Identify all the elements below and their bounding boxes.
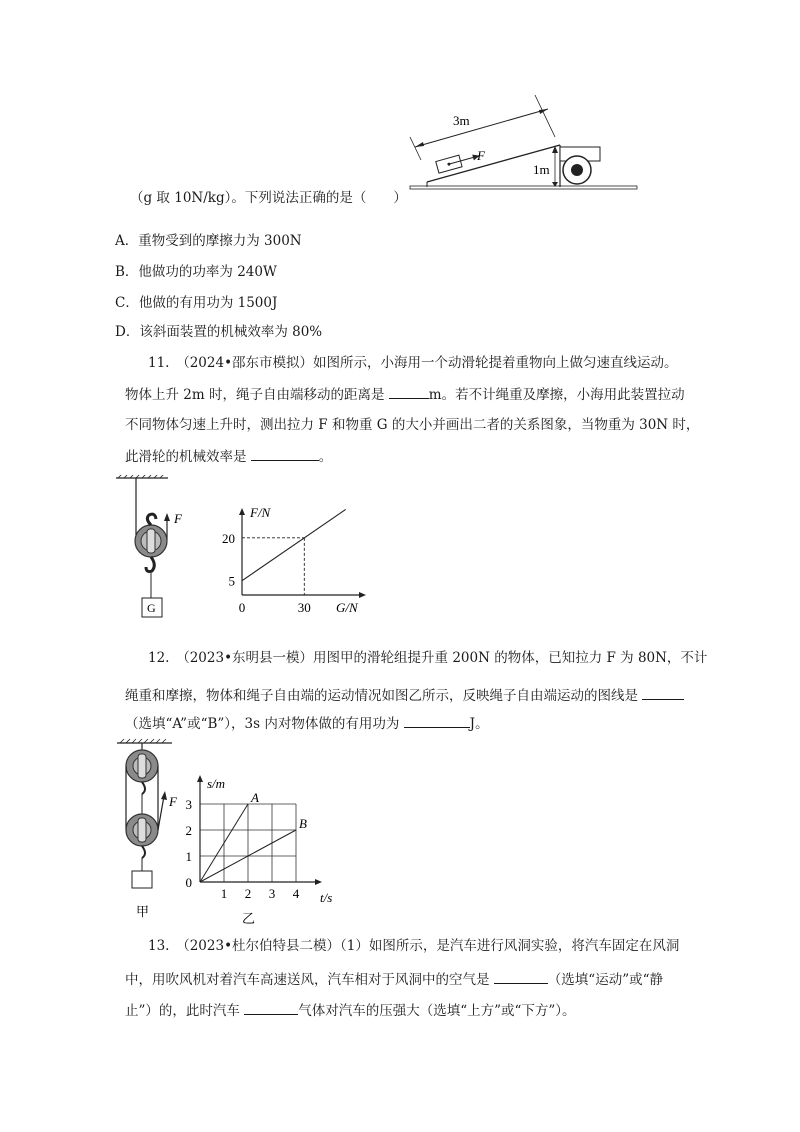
height-label: 1m xyxy=(533,162,550,177)
q10-option-a: A．重物受到的摩擦力为 300N xyxy=(115,233,302,249)
force-weight-chart xyxy=(222,505,372,620)
q11-line-2 xyxy=(125,384,685,405)
x-tick-label: 2 xyxy=(244,886,252,901)
q12-line-3b: J。 xyxy=(469,716,489,732)
y-tick-label: 20 xyxy=(222,530,235,546)
pulley-block-force-label: F xyxy=(169,794,177,809)
figure-caption-jia: 甲 xyxy=(136,904,150,919)
distance-time-chart xyxy=(180,768,350,928)
x-axis-label: t/s xyxy=(320,890,333,905)
q10-question-tail: （g 取 10N/kg）。下列说法正确的是（ ） xyxy=(130,190,407,206)
y-axis-label: s/m xyxy=(207,776,226,791)
q13-line-2b: （选填“运动”或“静 xyxy=(547,972,664,988)
answer-blank[interactable] xyxy=(244,1000,298,1015)
x-tick-label: 0 xyxy=(238,600,246,615)
y-tick-label: 0 xyxy=(185,875,192,890)
q10-option-b: B．他做功的功率为 240W xyxy=(115,264,277,280)
q11-line-4 xyxy=(125,446,332,467)
force-label: F xyxy=(477,148,485,163)
q12-line-2a: 绳重和摩擦，物体和绳子自由端的运动情况如图乙所示，反映绳子自由端运动的图线是 xyxy=(125,688,638,704)
q10-option-d: D．该斜面装置的机械效率为 80% xyxy=(115,324,323,340)
q11-line-4b: 。 xyxy=(318,449,333,465)
y-tick-label: 2 xyxy=(185,823,192,838)
x-tick-label: 3 xyxy=(268,886,276,901)
q11-line-4a: 此滑轮的机械效率是 xyxy=(125,449,247,465)
q11-line-3: 不同物体匀速上升时，测出拉力 F 和物重 G 的大小并画出二者的关系图象，当物重为 30N 时， xyxy=(125,417,700,433)
q13-line-3b: 气体对汽车的压强大（选填“上方”或“下方”）。 xyxy=(298,1003,576,1019)
series-label-A: A xyxy=(251,790,259,805)
q13-line-2a: 中，用吹风机对着汽车高速送风，汽车相对于风洞中的空气是 xyxy=(125,972,490,988)
answer-blank[interactable] xyxy=(251,446,319,461)
q11-line-2a: 物体上升 2m 时，绳子自由端移动的距离是 xyxy=(125,387,385,403)
incline-figure xyxy=(405,90,645,195)
series-label-B: B xyxy=(299,816,307,831)
x-tick-label: 30 xyxy=(297,600,311,615)
y-tick-label: 3 xyxy=(185,797,192,812)
q12-line-3 xyxy=(125,713,489,734)
series-line xyxy=(242,509,346,580)
answer-blank[interactable] xyxy=(642,685,684,700)
weight-label: G xyxy=(147,601,156,615)
y-axis-label: F/N xyxy=(250,505,271,520)
q10-option-c: C．他做的有用功为 1500J xyxy=(115,295,278,311)
q11-line-2b: m。若不计绳重及摩擦，小海用此装置拉动 xyxy=(428,387,685,403)
movable-pulley-figure xyxy=(112,475,192,625)
q13-line-1: 13. （2023•杜尔伯特县二模）（1）如图所示，是汽车进行风洞实验，将汽车固定在风洞 xyxy=(148,938,680,954)
q12-line-1: 12. （2023•东明县一模）用图甲的滑轮组提升重 200N 的物体，已知拉力 F 为 80N，不计 xyxy=(148,650,708,666)
figure-caption-yi: 乙 xyxy=(242,911,256,926)
answer-blank[interactable] xyxy=(494,969,548,984)
answer-blank[interactable] xyxy=(389,384,429,399)
y-tick-label: 5 xyxy=(228,573,235,589)
x-tick-label: 4 xyxy=(292,886,300,901)
q13-line-3a: 止”）的，此时汽车 xyxy=(125,1003,240,1019)
q12-line-3a: （选填“A”或“B”），3s 内对物体做的有用功为 xyxy=(125,716,400,732)
x-axis-label: G/N xyxy=(336,600,358,615)
q13-line-3 xyxy=(125,1000,576,1021)
q13-line-2 xyxy=(125,969,663,990)
answer-blank[interactable] xyxy=(404,713,470,728)
x-tick-label: 1 xyxy=(220,886,228,901)
q11-line-1: 11. （2024•邵东市模拟）如图所示，小海用一个动滑轮提着重物向上做匀速直线运动。 xyxy=(148,355,678,371)
y-tick-label: 1 xyxy=(185,849,192,864)
q12-line-2 xyxy=(125,685,684,706)
length-label: 3m xyxy=(453,113,470,128)
pulley-force-label: F xyxy=(174,511,182,526)
